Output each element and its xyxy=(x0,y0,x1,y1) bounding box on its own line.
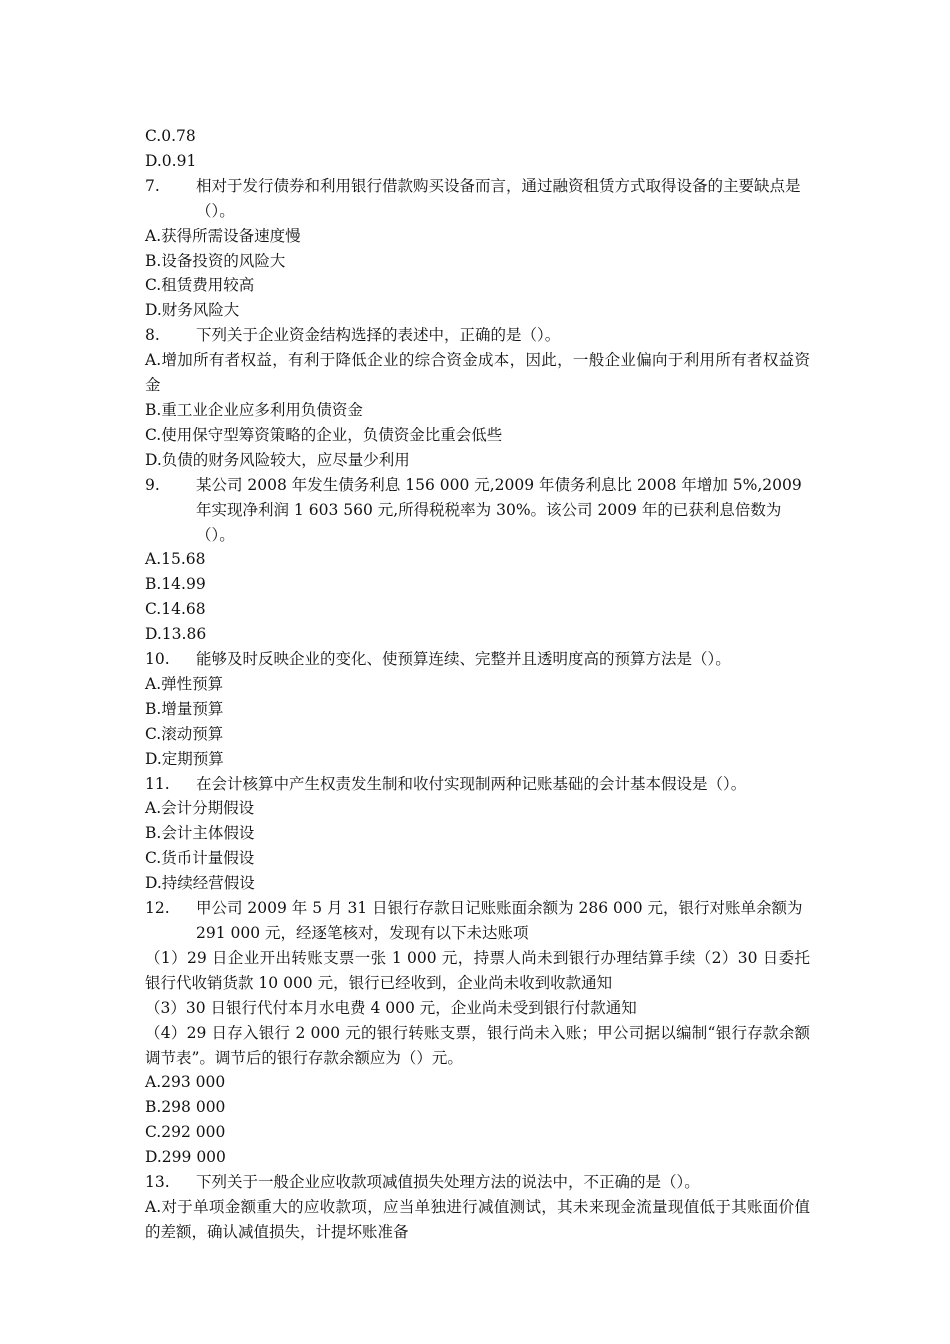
paragraph-line: （1）29 日企业开出转账支票一张 1 000 元，持票人尚未到银行办理结算手续（2）30 日委托银行代收销货款 10 000 元，银行已经收到，企业尚未收到收款通知 xyxy=(145,948,810,992)
question-text: 相对于发行债券和利用银行借款购买设备而言，通过融资租赁方式取得设备的主要缺点是（）。 xyxy=(196,176,801,220)
question-stem xyxy=(145,772,810,797)
document-body xyxy=(145,124,810,1245)
answer-option: C.货币计量假设 xyxy=(145,849,255,868)
question-text: 某公司 2008 年发生债务利息 156 000 元,2009 年债务利息比 2008 年增加 5%,2009 年实现净利润 1 603 560 元,所得税税率为 30%。该公司 2009 年的已获利息倍数为（）。 xyxy=(196,475,802,544)
question-text: 能够及时反映企业的变化、使预算连续、完整并且透明度高的预算方法是（）。 xyxy=(196,650,731,669)
question-stem xyxy=(145,323,810,348)
answer-option: D.299 000 xyxy=(145,1148,226,1167)
question-text: 下列关于企业资金结构选择的表述中，正确的是（）。 xyxy=(196,326,561,345)
paragraph-line: （4）29 日存入银行 2 000 元的银行转账支票，银行尚未入账；甲公司据以编制“银行存款余额调节表”。调节后的银行存款余额应为（）元。 xyxy=(145,1023,810,1067)
answer-option: C.使用保守型筹资策略的企业，负债资金比重会低些 xyxy=(145,425,503,444)
paragraph-line: A.增加所有者权益，有利于降低企业的综合资金成本，因此，一般企业偏向于利用所有者权益资金 xyxy=(145,351,810,395)
answer-option: B.重工业企业应多利用负债资金 xyxy=(145,400,363,419)
answer-option: B.设备投资的风险大 xyxy=(145,251,286,270)
question-text: 下列关于一般企业应收款项减值损失处理方法的说法中，不正确的是（）。 xyxy=(196,1173,700,1192)
answer-option: B.298 000 xyxy=(145,1098,226,1117)
answer-option: A.15.68 xyxy=(145,550,206,569)
question-number: 7. xyxy=(145,176,160,195)
answer-option: A.会计分期假设 xyxy=(145,799,255,818)
answer-option: C.292 000 xyxy=(145,1123,226,1142)
answer-option: C.滚动预算 xyxy=(145,724,224,743)
answer-option: A.弹性预算 xyxy=(145,674,224,693)
question-number: 12. xyxy=(145,899,170,918)
question-stem xyxy=(145,174,810,224)
question-number: 11. xyxy=(145,774,170,793)
question-stem xyxy=(145,647,810,672)
answer-option: C.14.68 xyxy=(145,600,206,619)
paragraph-line: A.对于单项金额重大的应收款项，应当单独进行减值测试，其未来现金流量现值低于其账面价值的差额，确认减值损失，计提坏账准备 xyxy=(145,1197,810,1241)
answer-option: B.14.99 xyxy=(145,575,206,594)
answer-option: D.13.86 xyxy=(145,625,207,644)
question-stem xyxy=(145,473,810,548)
question-number: 9. xyxy=(145,475,160,494)
answer-option: B.增量预算 xyxy=(145,699,224,718)
answer-option: D.财务风险大 xyxy=(145,301,240,320)
answer-option: D.持续经营假设 xyxy=(145,874,255,893)
question-stem xyxy=(145,1170,810,1195)
question-text: 甲公司 2009 年 5 月 31 日银行存款日记账账面余额为 286 000 元，银行对账单余额为 291 000 元，经逐笔核对，发现有以下未达账项 xyxy=(196,899,803,942)
answer-option: D.定期预算 xyxy=(145,749,224,768)
question-number: 8. xyxy=(145,326,160,345)
answer-option: A.293 000 xyxy=(145,1073,226,1092)
answer-option: （3）30 日银行代付本月水电费 4 000 元，企业尚未受到银行付款通知 xyxy=(145,998,637,1017)
question-text: 在会计核算中产生权责发生制和收付实现制两种记账基础的会计基本假设是（）。 xyxy=(196,774,747,793)
answer-option: C.租赁费用较高 xyxy=(145,276,255,295)
answer-option: D.负债的财务风险较大，应尽量少利用 xyxy=(145,450,410,469)
question-stem xyxy=(145,896,810,946)
answer-option: C.0.78 xyxy=(145,127,196,145)
answer-option: A.获得所需设备速度慢 xyxy=(145,226,301,245)
question-number: 10. xyxy=(145,650,170,669)
answer-option: B.会计主体假设 xyxy=(145,824,255,843)
answer-option: D.0.91 xyxy=(145,151,197,170)
question-number: 13. xyxy=(145,1173,170,1192)
